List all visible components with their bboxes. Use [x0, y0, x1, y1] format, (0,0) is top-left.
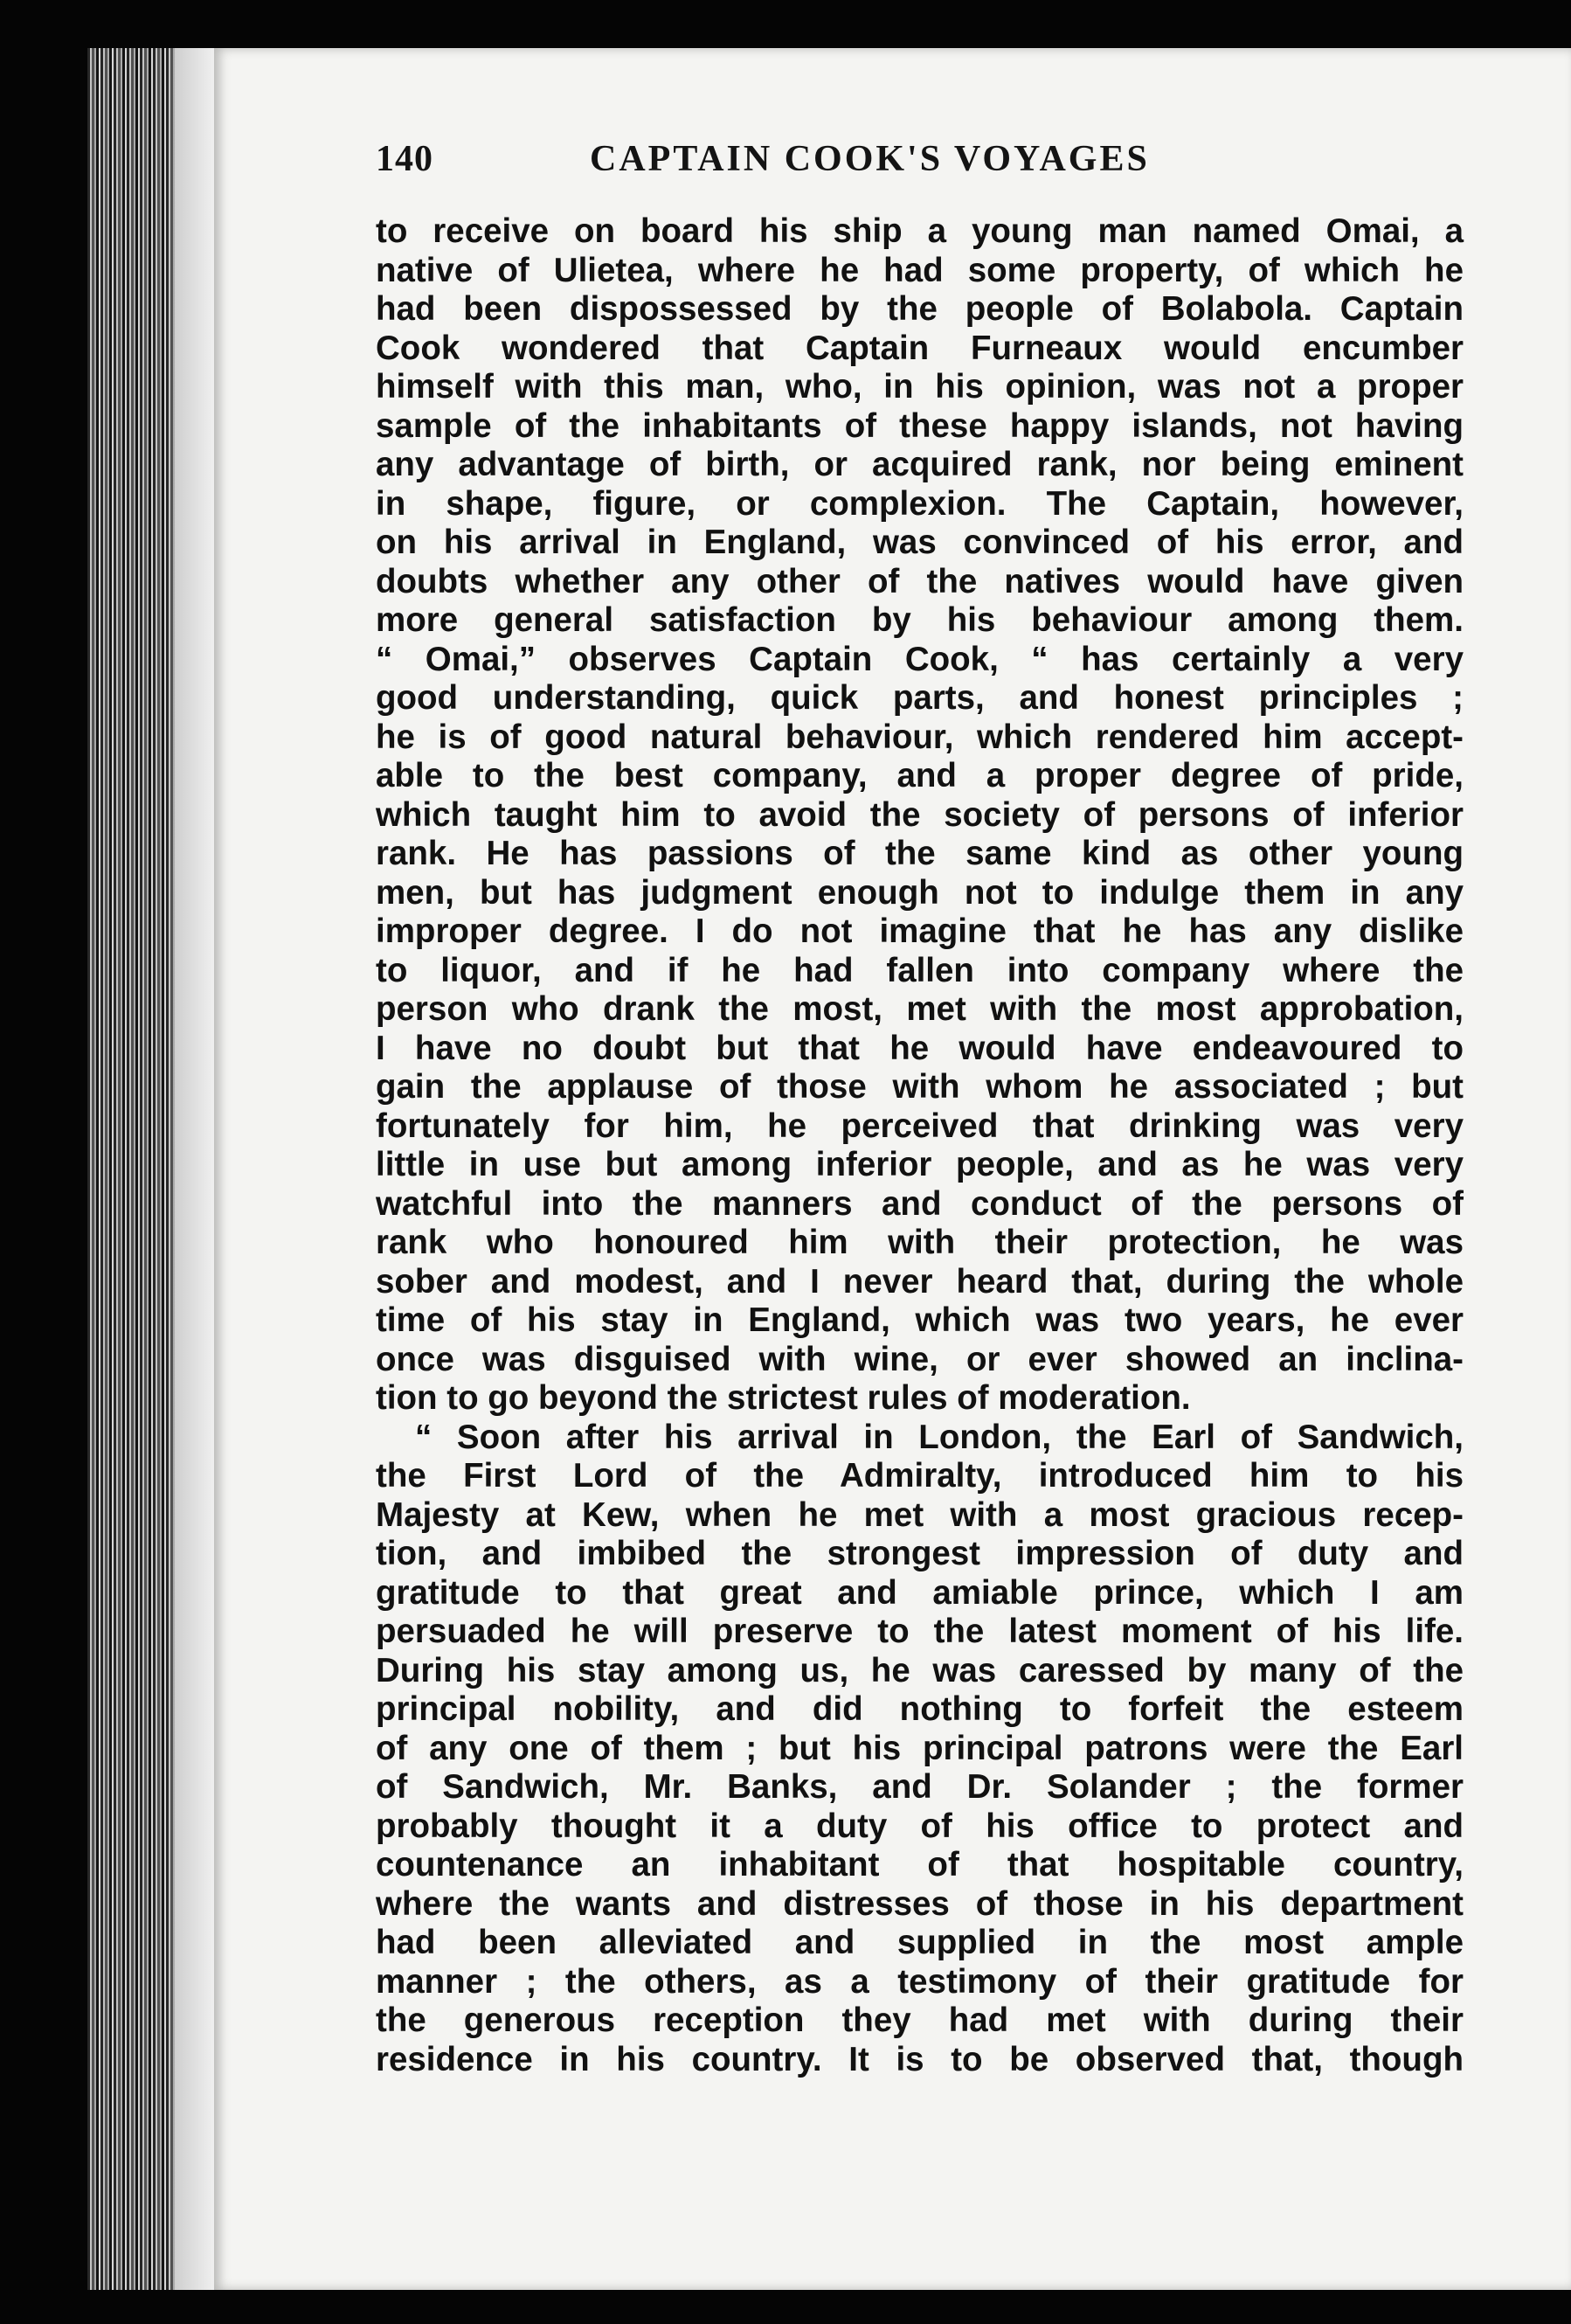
text-line: the generous reception they had met with during their	[376, 2001, 1464, 2039]
text-line: residence in his country. It is to be observed that, though	[376, 2040, 1464, 2078]
text-line: fortunately for him, he perceived that drinking was very	[376, 1107, 1464, 1145]
text-line: any advantage of birth, or acquired rank, nor being eminent	[376, 446, 1464, 483]
text-line: During his stay among us, he was caressed by many of the	[376, 1651, 1464, 1689]
text-line: men, but has judgment enough not to indulge them in any	[376, 873, 1464, 912]
text-line: manner ; the others, as a testimony of their gratitude for	[376, 1962, 1464, 2001]
text-line: time of his stay in England, which was two years, he ever	[376, 1301, 1464, 1339]
text-line: I have no doubt but that he would have endeavoured to	[376, 1029, 1464, 1067]
page-number: 140	[376, 139, 433, 179]
text-line: Majesty at Kew, when he met with a most gracious recep-	[376, 1495, 1464, 1534]
text-line: of any one of them ; but his principal patrons were the Earl	[376, 1729, 1464, 1767]
body-text	[376, 212, 1464, 2079]
text-line: gain the applause of those with whom he associated ; but	[376, 1068, 1464, 1106]
text-line: “ Omai,” observes Captain Cook, “ has certainly a very	[376, 640, 1464, 678]
text-line: countenance an inhabitant of that hospitable country,	[376, 1846, 1464, 1883]
text-line: persuaded he will preserve to the latest moment of his life.	[376, 1613, 1464, 1650]
text-line: probably thought it a duty of his office to protect and	[376, 1807, 1464, 1845]
text-line: doubts whether any other of the natives would have given	[376, 562, 1464, 600]
text-line: little in use but among inferior people, and as he was very	[376, 1146, 1464, 1183]
text-line: himself with this man, who, in his opinion, was not a proper	[376, 368, 1464, 406]
text-line: had been dispossessed by the people of Bolabola. Captain	[376, 290, 1464, 328]
text-line: Cook wondered that Captain Furneaux would encumber	[376, 329, 1464, 367]
text-line: to receive on board his ship a young man named Omai, a	[376, 212, 1464, 250]
running-head	[376, 138, 1477, 191]
text-line: more general satisfaction by his behaviour among them.	[376, 601, 1464, 639]
text-line: which taught him to avoid the society of persons of inferior	[376, 795, 1464, 834]
text-line: sample of the inhabitants of these happy islands, not having	[376, 406, 1464, 445]
text-line: improper degree. I do not imagine that he has any dislike	[376, 912, 1464, 950]
text-line: sober and modest, and I never heard that, during the whole	[376, 1262, 1464, 1301]
text-line: person who drank the most, met with the most approbation,	[376, 990, 1464, 1028]
book-gutter	[175, 48, 218, 2290]
text-line: in shape, figure, or complexion. The Captain, however,	[376, 484, 1464, 523]
text-line: gratitude to that great and amiable prince, which I am	[376, 1573, 1464, 1612]
text-line: watchful into the manners and conduct of the persons of	[376, 1184, 1464, 1223]
paragraph-start-line: “ Soon after his arrival in London, the Earl of Sandwich,	[415, 1418, 1464, 1456]
text-line: had been alleviated and supplied in the most ample	[376, 1924, 1464, 1961]
text-line: on his arrival in England, was convinced of his error, and	[376, 524, 1464, 561]
running-title: CAPTAIN COOK'S VOYAGES	[590, 139, 1150, 179]
text-line: rank. He has passions of the same kind as other young	[376, 835, 1464, 872]
text-line: once was disguised with wine, or ever showed an inclina-	[376, 1340, 1464, 1378]
text-line: rank who honoured him with their protection, he was	[376, 1224, 1464, 1261]
paragraph-end-line: tion to go beyond the strictest rules of moderation.	[376, 1379, 1191, 1417]
text-line: good understanding, quick parts, and honest principles ;	[376, 679, 1464, 717]
text-line: of Sandwich, Mr. Banks, and Dr. Solander ; the former	[376, 1768, 1464, 1806]
text-line: tion, and imbibed the strongest impression of duty and	[376, 1535, 1464, 1572]
text-line: principal nobility, and did nothing to forfeit the esteem	[376, 1690, 1464, 1728]
text-line: where the wants and distresses of those in his department	[376, 1884, 1464, 1923]
text-line: the First Lord of the Admiralty, introduced him to his	[376, 1457, 1464, 1495]
text-line: to liquor, and if he had fallen into company where the	[376, 951, 1464, 989]
text-line: native of Ulietea, where he had some property, of which he	[376, 251, 1464, 289]
text-line: able to the best company, and a proper degree of pride,	[376, 757, 1464, 794]
text-line: he is of good natural behaviour, which rendered him accept-	[376, 718, 1464, 756]
